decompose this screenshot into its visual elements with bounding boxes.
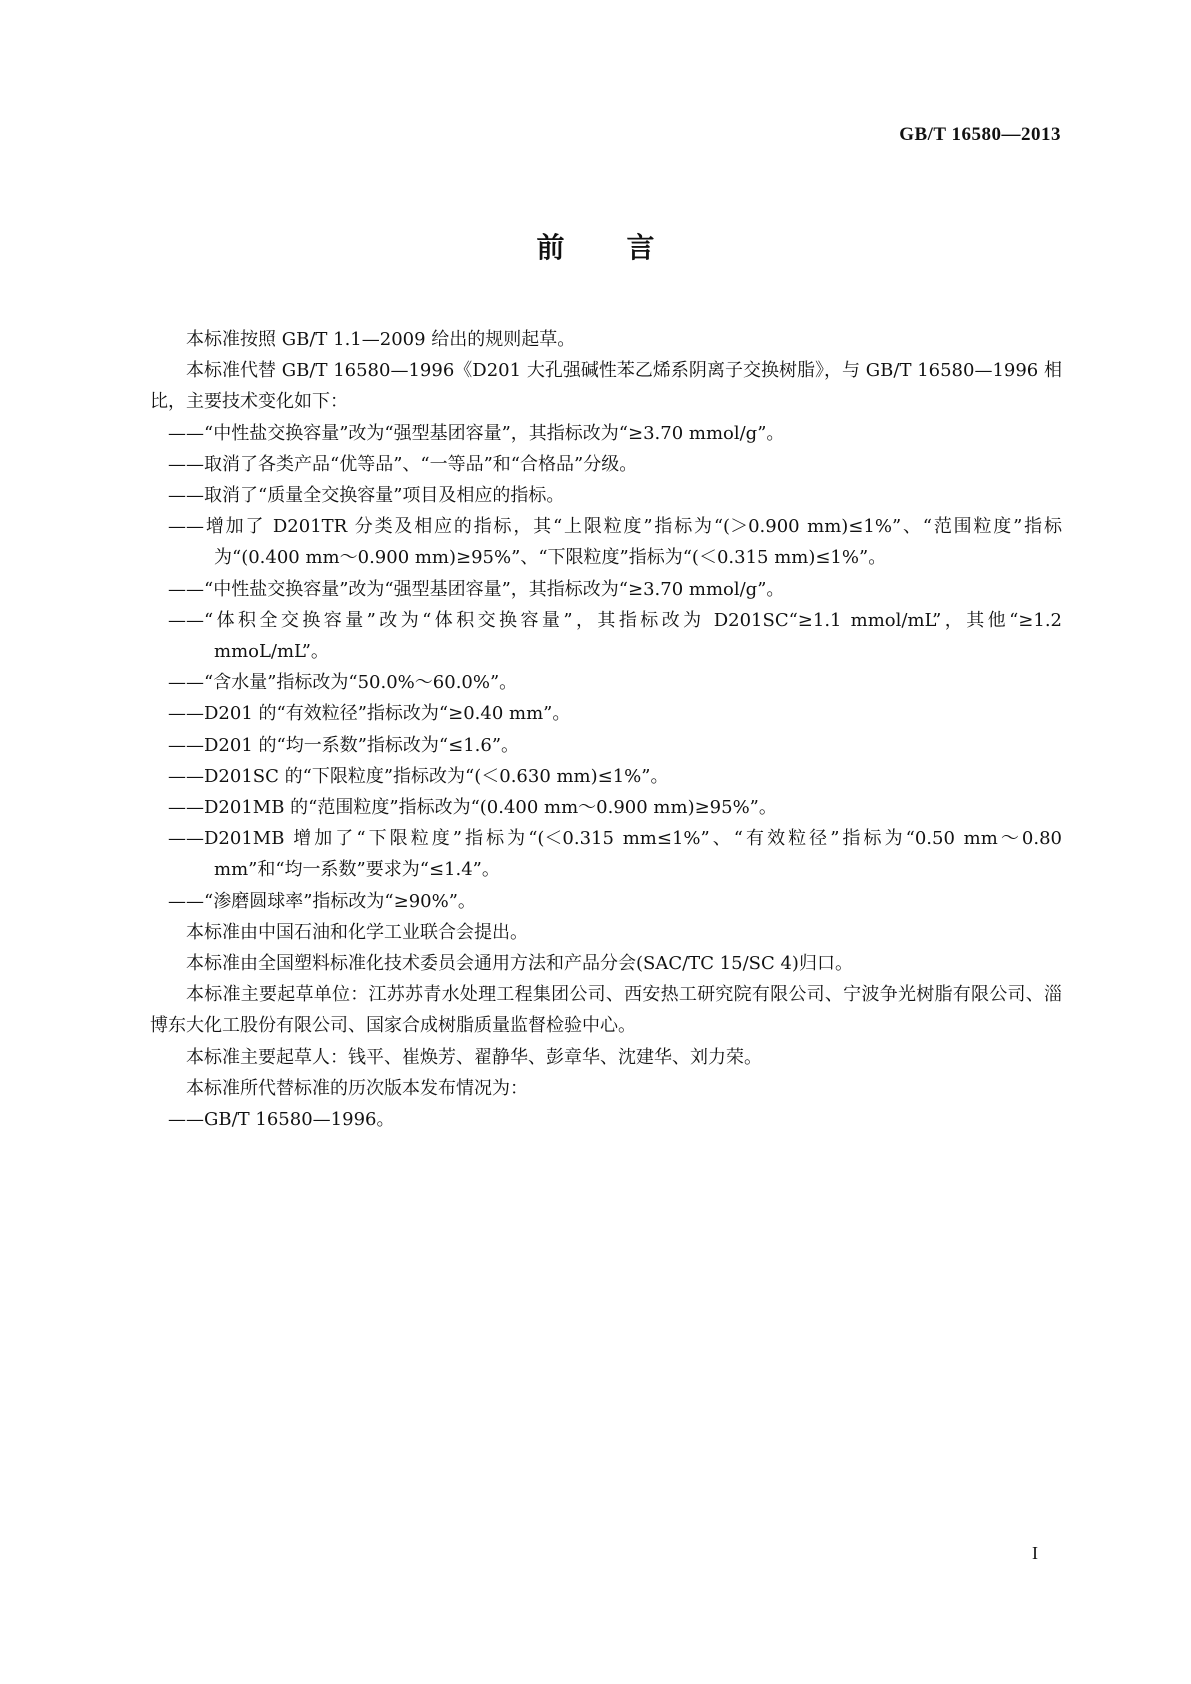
list-item-change: ——D201 的“均一系数”指标改为“≤1.6”。	[168, 734, 520, 756]
list-item-change: ——增加了 D201TR 分类及相应的指标，其“上限粒度”指标为“(＞0.900 mm)≤1%”、“范围粒度”指标为“(0.400 mm～0.900 mm)≥95%”、“下限粒度”指标为“(＜0.315 mm)≤1%”。	[168, 516, 1062, 569]
list-item-change: ——D201SC 的“下限粒度”指标改为“(＜0.630 mm)≤1%”。	[168, 765, 669, 787]
list-item-change: ——“含水量”指标改为“50.0%～60.0%”。	[168, 672, 518, 694]
foreword-body	[150, 324, 1062, 1135]
standard-number: GB/T 16580—2013	[899, 124, 1061, 145]
paragraph-drafting-units: 本标准主要起草单位：江苏苏青水处理工程集团公司、西安热工研究院有限公司、宁波争光树脂有限公司、淄博东大化工股份有限公司、国家合成树脂质量监督检验中心。	[150, 984, 1062, 1037]
list-item-history: ——GB/T 16580—1996。	[168, 1109, 395, 1131]
paragraph-drafters: 本标准主要起草人：钱平、崔焕芳、翟静华、彭章华、沈建华、刘力荣。	[186, 1046, 762, 1068]
page-title: 前言	[536, 231, 717, 264]
list-item-change: ——“渗磨圆球率”指标改为“≥90%”。	[168, 890, 476, 912]
list-item-change: ——“体积全交换容量”改为“体积交换容量”，其指标改为 D201SC“≥1.1 mmol/mL”，其他“≥1.2 mmoL/mL”。	[168, 609, 1062, 663]
list-item-change: ——取消了各类产品“优等品”、“一等品”和“合格品”分级。	[168, 453, 638, 475]
paragraph-proposer: 本标准由中国石油和化学工业联合会提出。	[186, 921, 528, 943]
list-item-change: ——D201MB 增加了“下限粒度”指标为“(＜0.315 mm≤1%”、“有效粒径”指标为“0.50 mm～0.80 mm”和“均一系数”要求为“≤1.4”。	[168, 828, 1062, 881]
list-item-change: ——D201 的“有效粒径”指标改为“≥0.40 mm”。	[168, 703, 571, 725]
paragraph-history-intro: 本标准所代替标准的历次版本发布情况为：	[186, 1077, 528, 1099]
paragraph-drafting-rules: 本标准按照 GB/T 1.1—2009 给出的规则起草。	[186, 329, 576, 350]
list-item-change: ——D201MB 的“范围粒度”指标改为“(0.400 mm～0.900 mm)≥95%”。	[168, 797, 777, 819]
list-item-change: ——取消了“质量全交换容量”项目及相应的指标。	[168, 485, 565, 507]
page-number: I	[1032, 1543, 1038, 1563]
paragraph-committee: 本标准由全国塑料标准化技术委员会通用方法和产品分会(SAC/TC 15/SC 4)归口。	[186, 953, 853, 975]
paragraph-replacement: 本标准代替 GB/T 16580—1996《D201 大孔强碱性苯乙烯系阴离子交换树脂》，与 GB/T 16580—1996 相比，主要技术变化如下：	[150, 360, 1062, 413]
list-item-change: ——“中性盐交换容量”改为“强型基团容量”，其指标改为“≥3.70 mmol/g”。	[168, 422, 785, 444]
list-item-change: ——“中性盐交换容量”改为“强型基团容量”，其指标改为“≥3.70 mmol/g”。	[168, 578, 785, 600]
